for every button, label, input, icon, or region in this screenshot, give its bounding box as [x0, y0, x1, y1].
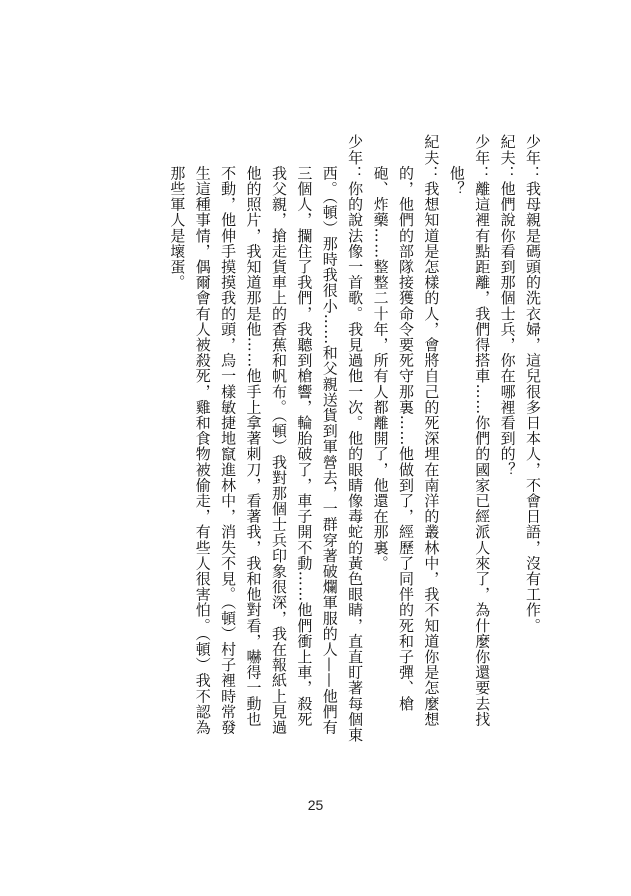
dialogue-line-continued: 三個人，攔住了我們，我聽到槍響，輪胎破了，車子開不動……他們衝上車，殺死	[295, 134, 314, 727]
dialogue-line-continued: 西。（頓）那時我很小……和父親送貨到軍營去，一群穿著破爛軍服的人——他們有	[320, 134, 339, 735]
dialogue-line-continued: 他的照片，我知道那是他……他手上拿著刺刀，看著我，我和他對看，嚇得一動也	[244, 134, 263, 727]
dialogue-line: 少年：我母親是碼頭的洗衣婦，這兒很多日本人，不會日語，沒有工作。	[524, 134, 542, 634]
script-text-block	[164, 134, 545, 774]
page-number: 25	[307, 797, 324, 813]
dialogue-line-continued: 他？	[447, 134, 466, 197]
dialogue-line: 少年：離這裡有點距離，我們得搭車……你們的國家已經派人來了，為什麼你還要去找	[473, 134, 492, 727]
dialogue-line: 紀夫：他們說你看到那個士兵，你在哪裡看到的？	[498, 134, 517, 478]
dialogue-line: 紀夫：我想知道是怎樣的人，會將自己的死深埋在南洋的叢林中，我不知道你是怎麼想	[422, 134, 441, 727]
dialogue-line-continued: 那些軍人是壞蛋。	[168, 134, 187, 290]
dialogue-line-continued: 砲、炸藥……整整二十年，所有人都離開了，他還在那裏。	[371, 134, 390, 571]
dialogue-line-continued: 不動，他伸手摸摸我的頭，烏一樣敏捷地竄進林中，消失不見。（頓）村子裡時常發	[219, 134, 238, 735]
dialogue-line-continued: 我父親，搶走貨車上的香蕉和帆布。（頓）我對那個士兵印象很深，我在報紙上見過	[269, 134, 288, 735]
dialogue-line-continued: 的，他們的部隊接獲命令要死守那裏……他做到了，經歷了同伴的死和子彈、槍	[396, 134, 415, 712]
dialogue-line-continued: 生這種事情，偶爾會有人被殺死，雞和食物被偷走，有些人很害怕。（頓）我不認為	[193, 134, 212, 735]
dialogue-line: 少年：你的說法像一首歌。我見過他一次。他的眼睛像毒蛇的黃色眼睛，直直盯著每個東	[346, 134, 365, 743]
